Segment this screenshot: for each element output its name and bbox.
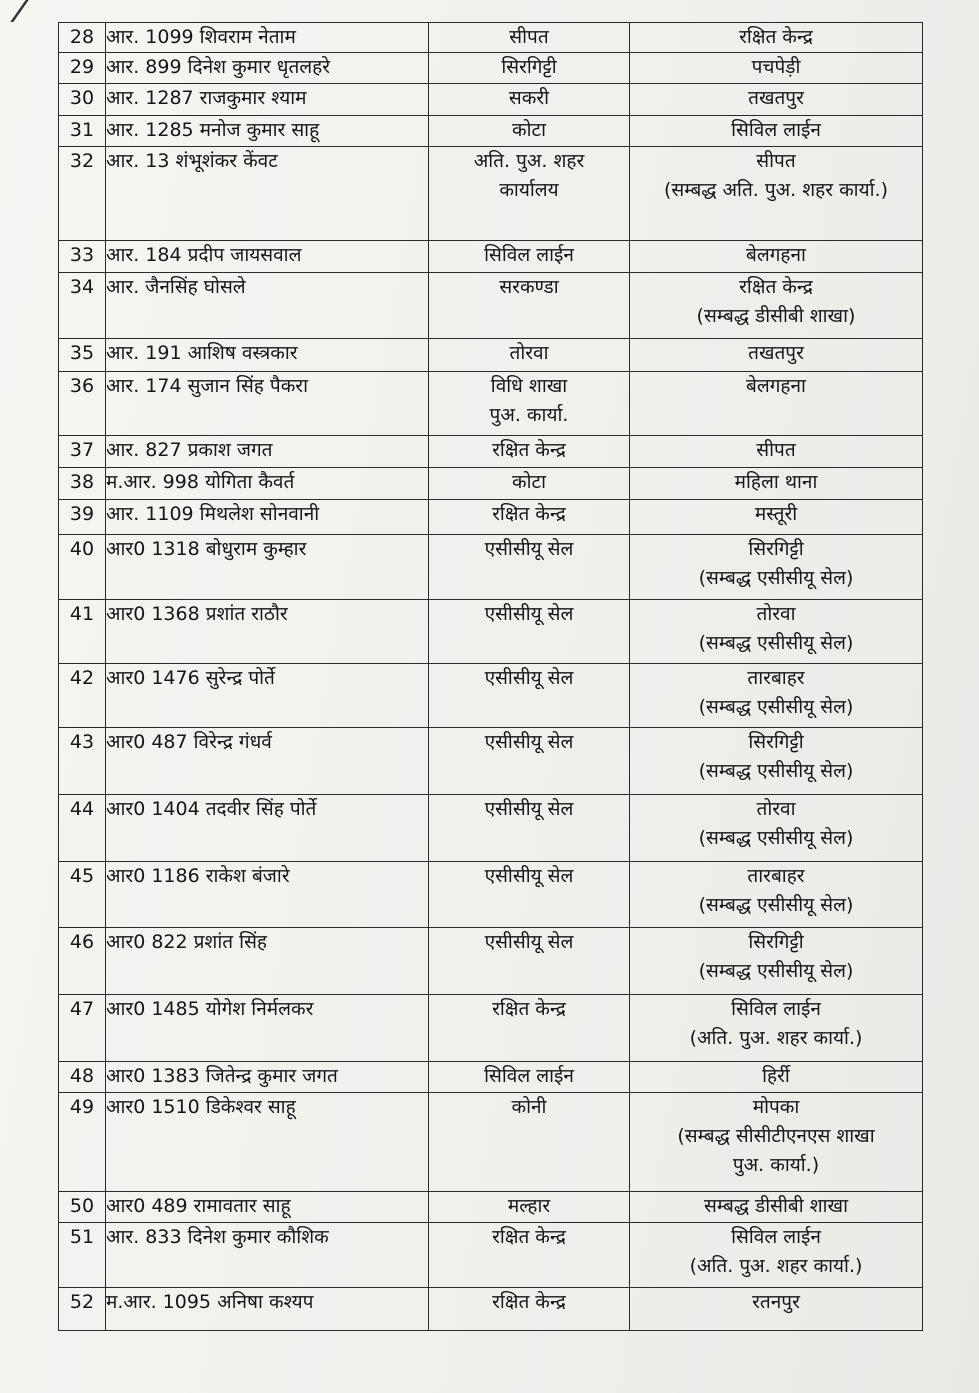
current-posting (429, 53, 630, 84)
employee-name: आर0 1510 डिकेश्वर साहू (106, 1093, 429, 1192)
serial-number: 31 (59, 116, 106, 147)
employee-name: आर. 827 प्रकाश जगत (106, 436, 429, 468)
table-row (59, 23, 923, 53)
table-row (59, 1093, 923, 1192)
new-posting (630, 468, 923, 500)
new-posting-line: पुअ. कार्या.) (732, 1154, 820, 1176)
current-posting (429, 372, 630, 436)
serial-number: 30 (59, 84, 106, 116)
new-posting (630, 436, 923, 468)
employee-name: आर. 1109 मिथलेश सोनवानी (106, 500, 429, 535)
new-posting (630, 1288, 923, 1331)
new-posting (630, 53, 923, 84)
employee-name: म.आर. 998 योगिता कैवर्त (106, 468, 429, 500)
new-posting-line: (अति. पुअ. शहर कार्या.) (689, 1027, 863, 1049)
current-posting-line: सीपत (509, 26, 549, 48)
employee-name: आर0 822 प्रशांत सिंह (106, 928, 429, 995)
employee-name: आर. 1285 मनोज कुमार साहू (106, 116, 429, 147)
current-posting-line: सरकण्डा (499, 276, 559, 298)
transfer-table (58, 22, 923, 1331)
new-posting-line: सिविल लाईन (731, 119, 821, 141)
table-row (59, 1223, 923, 1288)
new-posting-line: (सम्बद्ध एसीसीयू सेल) (698, 696, 854, 718)
serial-number: 48 (59, 1062, 106, 1093)
table-row (59, 273, 923, 339)
new-posting (630, 995, 923, 1062)
employee-name: आर. 1287 राजकुमार श्याम (106, 84, 429, 116)
employee-name: आर0 1485 योगेश निर्मलकर (106, 995, 429, 1062)
current-posting-line: मल्हार (507, 1195, 551, 1217)
current-posting-line: कोटा (511, 471, 546, 493)
new-posting-line: सिरगिट्टी (748, 731, 804, 753)
current-posting-line: एसीसीयू सेल (484, 538, 574, 560)
table-row (59, 116, 923, 147)
new-posting-line: (सम्बद्ध एसीसीयू सेल) (698, 960, 854, 982)
current-posting (429, 728, 630, 795)
serial-number: 45 (59, 862, 106, 928)
serial-number: 50 (59, 1192, 106, 1223)
new-posting-line: पचपेड़ी (751, 56, 801, 78)
new-posting-line: (सम्बद्ध एसीसीयू सेल) (698, 632, 854, 654)
current-posting (429, 1223, 630, 1288)
serial-number: 35 (59, 339, 106, 372)
current-posting (429, 84, 630, 116)
serial-number: 36 (59, 372, 106, 436)
current-posting-line: रक्षित केन्द्र (492, 1291, 566, 1313)
new-posting-line: (सम्बद्ध एसीसीयू सेल) (698, 827, 854, 849)
table-row (59, 600, 923, 664)
employee-name: आर0 487 विरेन्द्र गंधर्व (106, 728, 429, 795)
new-posting (630, 664, 923, 728)
employee-name: आर0 1318 बोधुराम कुम्हार (106, 535, 429, 600)
table-row (59, 664, 923, 728)
table-row (59, 1062, 923, 1093)
table-body (59, 23, 923, 1331)
current-posting-line: रक्षित केन्द्र (492, 1226, 566, 1248)
new-posting (630, 116, 923, 147)
current-posting (429, 928, 630, 995)
current-posting (429, 500, 630, 535)
current-posting-line: एसीसीयू सेल (484, 667, 574, 689)
current-posting-line: एसीसीयू सेल (484, 931, 574, 953)
current-posting (429, 1192, 630, 1223)
table-row (59, 372, 923, 436)
serial-number: 41 (59, 600, 106, 664)
employee-name: आर. 1099 शिवराम नेताम (106, 23, 429, 53)
serial-number: 51 (59, 1223, 106, 1288)
current-posting-line: एसीसीयू सेल (484, 865, 574, 887)
new-posting-line: तखतपुर (748, 342, 804, 364)
serial-number: 49 (59, 1093, 106, 1192)
current-posting-line: अति. पुअ. शहर (473, 150, 585, 172)
new-posting-line: हिर्री (762, 1065, 790, 1087)
new-posting (630, 84, 923, 116)
new-posting-line: (सम्बद्ध सीसीटीएनएस शाखा (677, 1125, 875, 1147)
new-posting-line: सीपत (756, 150, 796, 172)
new-posting-line: तारबाहर (747, 667, 805, 689)
current-posting (429, 468, 630, 500)
employee-name: आर. 191 आशिष वस्त्रकार (106, 339, 429, 372)
new-posting-line: तोरवा (756, 798, 796, 820)
table-row (59, 1288, 923, 1331)
current-posting-line: एसीसीयू सेल (484, 798, 574, 820)
new-posting-line: महिला थाना (734, 471, 818, 493)
new-posting-line: बेलगहना (746, 375, 806, 397)
table-row (59, 535, 923, 600)
new-posting-line: तखतपुर (748, 87, 804, 109)
new-posting-line: मोपका (752, 1096, 800, 1118)
new-posting-line: सिविल लाईन (731, 1226, 821, 1248)
table-row (59, 147, 923, 241)
current-posting (429, 795, 630, 862)
new-posting-line: तारबाहर (747, 865, 805, 887)
new-posting (630, 147, 923, 241)
table-row (59, 468, 923, 500)
serial-number: 28 (59, 23, 106, 53)
new-posting-line: (सम्बद्ध एसीसीयू सेल) (698, 760, 854, 782)
table-row (59, 436, 923, 468)
employee-name: आर0 1404 तदवीर सिंह पोर्ते (106, 795, 429, 862)
employee-name: आर. 899 दिनेश कुमार धृतलहरे (106, 53, 429, 84)
new-posting (630, 1192, 923, 1223)
current-posting (429, 995, 630, 1062)
new-posting-line: (सम्बद्ध अति. पुअ. शहर कार्या.) (664, 179, 888, 201)
serial-number: 38 (59, 468, 106, 500)
employee-name: आर. 833 दिनेश कुमार कौशिक (106, 1223, 429, 1288)
table-row (59, 795, 923, 862)
current-posting-line: सकरी (508, 87, 550, 109)
serial-number: 42 (59, 664, 106, 728)
new-posting-line: सीपत (756, 439, 796, 461)
new-posting-line: (सम्बद्ध एसीसीयू सेल) (698, 567, 854, 589)
current-posting (429, 862, 630, 928)
serial-number: 39 (59, 500, 106, 535)
new-posting-line: (अति. पुअ. शहर कार्या.) (689, 1255, 863, 1277)
new-posting-line: सिविल लाईन (731, 998, 821, 1020)
current-posting (429, 147, 630, 241)
current-posting-line: तोरवा (509, 342, 549, 364)
table-row (59, 1192, 923, 1223)
new-posting (630, 600, 923, 664)
current-posting (429, 273, 630, 339)
new-posting (630, 372, 923, 436)
new-posting-line: रतनपुर (752, 1291, 800, 1313)
new-posting-line: (सम्बद्ध डीसीबी शाखा) (696, 305, 856, 327)
employee-name: आर. जैनसिंह घोसले (106, 273, 429, 339)
table-row (59, 928, 923, 995)
current-posting (429, 339, 630, 372)
serial-number: 52 (59, 1288, 106, 1331)
employee-name: आर0 1476 सुरेन्द्र पोर्ते (106, 664, 429, 728)
current-posting-line: कार्यालय (499, 179, 559, 201)
table-row (59, 84, 923, 116)
new-posting (630, 928, 923, 995)
serial-number: 40 (59, 535, 106, 600)
employee-name: आर. 184 प्रदीप जायसवाल (106, 241, 429, 273)
employee-name: आर. 13 शंभूशंकर केंवट (106, 147, 429, 241)
serial-number: 37 (59, 436, 106, 468)
employee-name: आर0 1186 राकेश बंजारे (106, 862, 429, 928)
current-posting (429, 23, 630, 53)
current-posting (429, 664, 630, 728)
current-posting (429, 241, 630, 273)
new-posting-line: तोरवा (756, 603, 796, 625)
current-posting-line: एसीसीयू सेल (484, 603, 574, 625)
current-posting-line: रक्षित केन्द्र (492, 998, 566, 1020)
current-posting-line: पुअ. कार्या. (489, 404, 569, 426)
new-posting-line: सम्बद्ध डीसीबी शाखा (703, 1195, 849, 1217)
serial-number: 44 (59, 795, 106, 862)
current-posting-line: रक्षित केन्द्र (492, 503, 566, 525)
serial-number: 29 (59, 53, 106, 84)
current-posting-line: एसीसीयू सेल (484, 731, 574, 753)
serial-number: 34 (59, 273, 106, 339)
serial-number: 47 (59, 995, 106, 1062)
new-posting-line: सिरगिट्टी (748, 538, 804, 560)
employee-name: आर. 174 सुजान सिंह पैकरा (106, 372, 429, 436)
new-posting (630, 273, 923, 339)
serial-number: 46 (59, 928, 106, 995)
table-row (59, 53, 923, 84)
new-posting-line: सिरगिट्टी (748, 931, 804, 953)
new-posting (630, 1093, 923, 1192)
serial-number: 32 (59, 147, 106, 241)
new-posting (630, 500, 923, 535)
table-row (59, 862, 923, 928)
current-posting-line: कोटा (511, 119, 546, 141)
current-posting (429, 436, 630, 468)
new-posting-line: (सम्बद्ध एसीसीयू सेल) (698, 894, 854, 916)
new-posting (630, 339, 923, 372)
new-posting (630, 862, 923, 928)
employee-name: म.आर. 1095 अनिषा कश्यप (106, 1288, 429, 1331)
new-posting-line: बेलगहना (746, 244, 806, 266)
current-posting (429, 535, 630, 600)
current-posting-line: सिरगिट्टी (501, 56, 557, 78)
serial-number: 33 (59, 241, 106, 273)
current-posting (429, 1288, 630, 1331)
table-row (59, 500, 923, 535)
new-posting (630, 1223, 923, 1288)
table-row (59, 339, 923, 372)
new-posting (630, 535, 923, 600)
current-posting (429, 600, 630, 664)
employee-name: आर0 1383 जितेन्द्र कुमार जगत (106, 1062, 429, 1093)
current-posting-line: सिविल लाईन (484, 244, 574, 266)
new-posting (630, 1062, 923, 1093)
current-posting-line: विधि शाखा (490, 375, 568, 397)
current-posting-line: रक्षित केन्द्र (492, 439, 566, 461)
new-posting (630, 795, 923, 862)
new-posting-line: मस्तूरी (754, 503, 798, 525)
new-posting (630, 23, 923, 53)
employee-name: आर0 489 रामावतार साहू (106, 1192, 429, 1223)
table-row (59, 995, 923, 1062)
current-posting (429, 1062, 630, 1093)
page-corner-mark (10, 0, 68, 22)
new-posting (630, 241, 923, 273)
current-posting-line: सिविल लाईन (484, 1065, 574, 1087)
current-posting (429, 116, 630, 147)
new-posting (630, 728, 923, 795)
serial-number: 43 (59, 728, 106, 795)
table-row (59, 728, 923, 795)
current-posting (429, 1093, 630, 1192)
new-posting-line: रक्षित केन्द्र (739, 276, 813, 298)
employee-name: आर0 1368 प्रशांत राठौर (106, 600, 429, 664)
table-row (59, 241, 923, 273)
current-posting-line: कोनी (511, 1096, 547, 1118)
new-posting-line: रक्षित केन्द्र (739, 26, 813, 48)
